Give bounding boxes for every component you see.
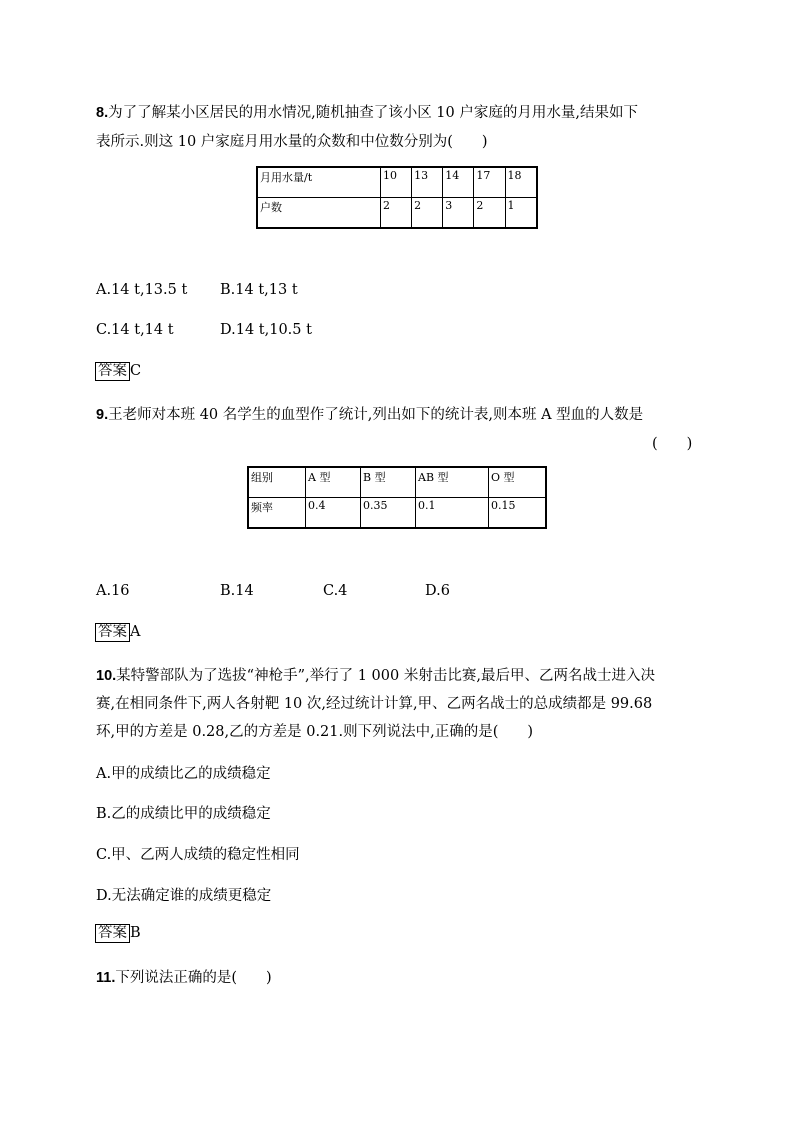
table-cell: 18 xyxy=(505,167,537,198)
table-row xyxy=(248,467,546,498)
q9-paren: ( ) xyxy=(652,436,693,452)
table-cell: 0.4 xyxy=(306,498,361,529)
q10-answer-value: B xyxy=(130,925,141,941)
q11-text-line1: 下列说法正确的是( ) xyxy=(115,970,272,986)
table-cell: 1 xyxy=(505,198,537,229)
q8-option-d: D.14 t,10.5 t xyxy=(220,322,312,338)
table-cell: A 型 xyxy=(306,467,361,498)
q9-option-b: B.14 xyxy=(220,583,254,599)
q9-option-a: A.16 xyxy=(96,583,130,599)
table-cell: 2 xyxy=(474,198,505,229)
table-cell: 10 xyxy=(381,167,412,198)
q10-stem-line1 xyxy=(96,664,655,685)
table-cell: 户数 xyxy=(257,198,381,229)
q10-text-line3: 环,甲的方差是 0.28,乙的方差是 0.21.则下列说法中,正确的是( ) xyxy=(96,724,534,740)
q9-text-line1: 王老师对本班 40 名学生的血型作了统计,列出如下的统计表,则本班 A 型血的人数是 xyxy=(108,407,644,423)
q9-option-d: D.6 xyxy=(425,583,450,599)
table-cell: 月用水量/t xyxy=(257,167,381,198)
table-cell: O 型 xyxy=(489,467,547,498)
q8-option-c: C.14 t,14 t xyxy=(96,322,174,338)
answer-label-box: 答案 xyxy=(95,623,130,642)
q11-number: 11. xyxy=(96,970,116,986)
table-cell: 频率 xyxy=(248,498,306,529)
q8-option-b: B.14 t,13 t xyxy=(220,282,298,298)
table-cell: 0.1 xyxy=(416,498,489,529)
q10-number: 10. xyxy=(96,668,117,684)
q8-answer-value: C xyxy=(130,363,142,379)
q8-text-line2: 表所示.则这 10 户家庭月用水量的众数和中位数分别为( ) xyxy=(96,134,488,150)
q8-text-line1: 为了了解某小区居民的用水情况,随机抽查了该小区 10 户家庭的月用水量,结果如下 xyxy=(108,105,638,121)
table-row xyxy=(248,498,546,529)
q9-number: 9. xyxy=(96,407,109,423)
answer-label-box: 答案 xyxy=(95,924,130,943)
table-cell: 2 xyxy=(412,198,443,229)
q9-table xyxy=(247,466,547,529)
table-row xyxy=(257,198,537,229)
q10-text-line1: 某特警部队为了选拔“神枪手”,举行了 1 000 米射击比赛,最后甲、乙两名战士进入决 xyxy=(116,668,655,684)
q8-answer xyxy=(95,362,141,381)
answer-label-box: 答案 xyxy=(95,362,130,381)
q10-option-a: A.甲的成绩比乙的成绩稳定 xyxy=(96,766,271,782)
q8-stem-line1 xyxy=(96,101,638,122)
q10-text-line2: 赛,在相同条件下,两人各射靶 10 次,经过统计计算,甲、乙两名战士的总成绩都是 99.68 xyxy=(96,696,653,712)
q10-option-c: C.甲、乙两人成绩的稳定性相同 xyxy=(96,847,300,863)
q9-answer-value: A xyxy=(130,624,141,640)
table-cell: 14 xyxy=(443,167,474,198)
table-row xyxy=(257,167,537,198)
table-cell: B 型 xyxy=(361,467,416,498)
q11-stem-line1 xyxy=(96,966,272,987)
q9-stem-line1 xyxy=(96,403,643,424)
q10-answer xyxy=(95,924,141,943)
q8-option-a: A.14 t,13.5 t xyxy=(96,282,188,298)
table-cell: 2 xyxy=(381,198,412,229)
table-cell: 组别 xyxy=(248,467,306,498)
table-cell: 3 xyxy=(443,198,474,229)
q9-answer xyxy=(95,623,140,642)
q8-number: 8. xyxy=(96,105,109,121)
q8-table xyxy=(256,166,538,229)
table-cell: 0.15 xyxy=(489,498,547,529)
table-cell: 17 xyxy=(474,167,505,198)
table-cell: AB 型 xyxy=(416,467,489,498)
table-cell: 13 xyxy=(412,167,443,198)
q10-option-b: B.乙的成绩比甲的成绩稳定 xyxy=(96,806,271,822)
table-cell: 0.35 xyxy=(361,498,416,529)
q10-option-d: D.无法确定谁的成绩更稳定 xyxy=(96,888,272,904)
q9-option-c: C.4 xyxy=(323,583,348,599)
